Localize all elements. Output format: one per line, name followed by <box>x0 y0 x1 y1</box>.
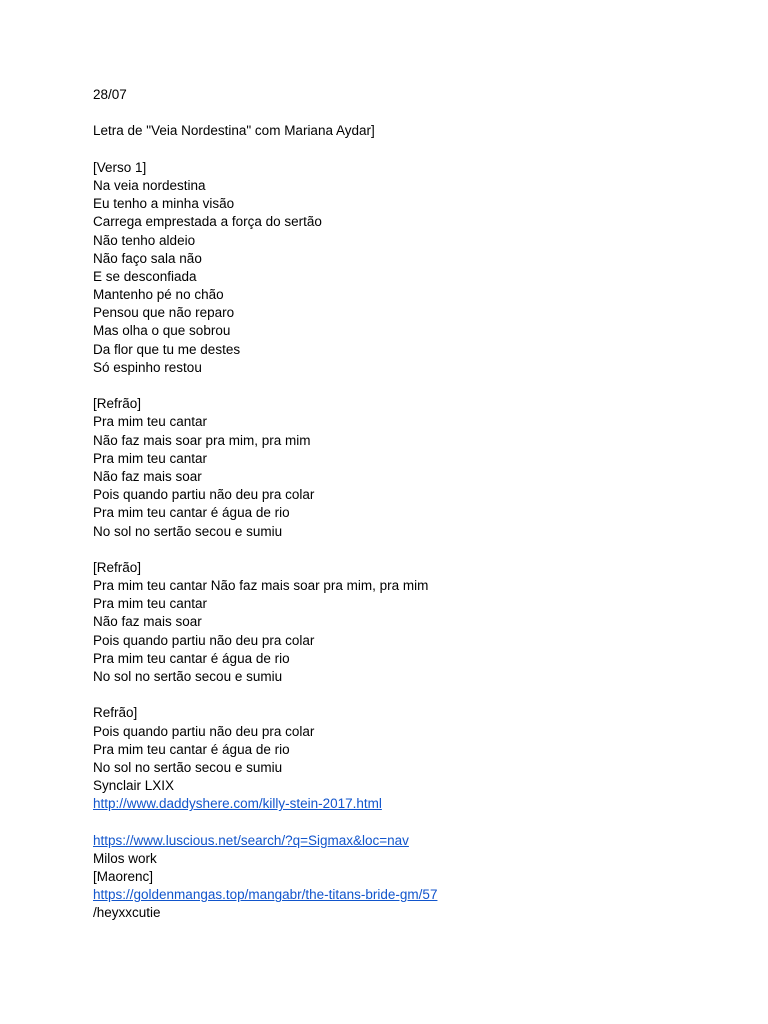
spacer <box>93 377 713 395</box>
lyric-line: Só espinho restou <box>93 359 202 375</box>
lyric-line: Pra mim teu cantar é água de rio <box>93 505 290 521</box>
section-header: [Refrão] <box>93 559 142 575</box>
lyric-line: Pra mim teu cantar é água de rio <box>93 741 290 757</box>
verse-1 <box>93 159 713 377</box>
lyric-line: Pois quando partiu não deu pra colar <box>93 487 315 503</box>
spacer <box>93 814 713 832</box>
lyric-line: Pra mim teu cantar <box>93 450 208 466</box>
spacer <box>93 104 713 122</box>
section-header: Refrão] <box>93 705 138 721</box>
lyric-line: Não faz mais soar pra mim, pra mim <box>93 432 311 448</box>
lyric-line: Não faz mais soar <box>93 468 202 484</box>
lyric-line: Synclair LXIX <box>93 778 175 794</box>
lyric-line: Carrega emprestada a força do sertão <box>93 214 322 230</box>
note-line: Milos work <box>93 850 157 866</box>
lyric-line: Pra mim teu cantar Não faz mais soar pra mim, pra mim <box>93 578 429 594</box>
hyperlink-goldenmangas[interactable]: https://goldenmangas.top/mangabr/the-titans-bride-gm/57 <box>93 887 438 903</box>
lyric-line: Pois quando partiu não deu pra colar <box>93 632 315 648</box>
spacer <box>93 686 713 704</box>
lyric-line: Mas olha o que sobrou <box>93 323 231 339</box>
lyric-line: Mantenho pé no chão <box>93 287 224 303</box>
spacer <box>93 541 713 559</box>
lyric-line: No sol no sertão secou e sumiu <box>93 759 283 775</box>
lyric-line: Da flor que tu me destes <box>93 341 241 357</box>
note-line: /heyxxcutie <box>93 905 161 921</box>
date: 28/07 <box>93 87 127 102</box>
lyric-line: Pois quando partiu não deu pra colar <box>93 723 315 739</box>
document-page <box>93 86 713 923</box>
lyric-line: E se desconfiada <box>93 268 197 284</box>
spacer <box>93 141 713 159</box>
lyric-line: Pra mim teu cantar é água de rio <box>93 650 290 666</box>
note-line: [Maorenc] <box>93 869 154 885</box>
hyperlink-daddyshere[interactable]: http://www.daddyshere.com/killy-stein-2017.html <box>93 796 382 812</box>
hyperlink-luscious[interactable]: https://www.luscious.net/search/?q=Sigmax&loc=nav <box>93 832 409 848</box>
chorus-2 <box>93 559 713 686</box>
lyric-line: Pensou que não reparo <box>93 305 235 321</box>
lyric-line: No sol no sertão secou e sumiu <box>93 669 283 684</box>
chorus-1 <box>93 395 713 541</box>
lyric-line: Pra mim teu cantar <box>93 596 208 612</box>
lyric-line: No sol no sertão secou e sumiu <box>93 523 283 539</box>
lyric-line: Não faço sala não <box>93 250 202 266</box>
lyric-line: Pra mim teu cantar <box>93 414 208 430</box>
song-title: Letra de "Veia Nordestina" com Mariana Aydar] <box>93 123 375 139</box>
section-header: [Verso 1] <box>93 159 147 175</box>
section-header: [Refrão] <box>93 396 142 412</box>
lyric-line: Eu tenho a minha visão <box>93 196 235 212</box>
lyric-line: Não tenho aldeio <box>93 232 196 248</box>
chorus-3 <box>93 704 713 795</box>
lyric-line: Na veia nordestina <box>93 177 206 193</box>
lyric-line: Não faz mais soar <box>93 614 202 630</box>
